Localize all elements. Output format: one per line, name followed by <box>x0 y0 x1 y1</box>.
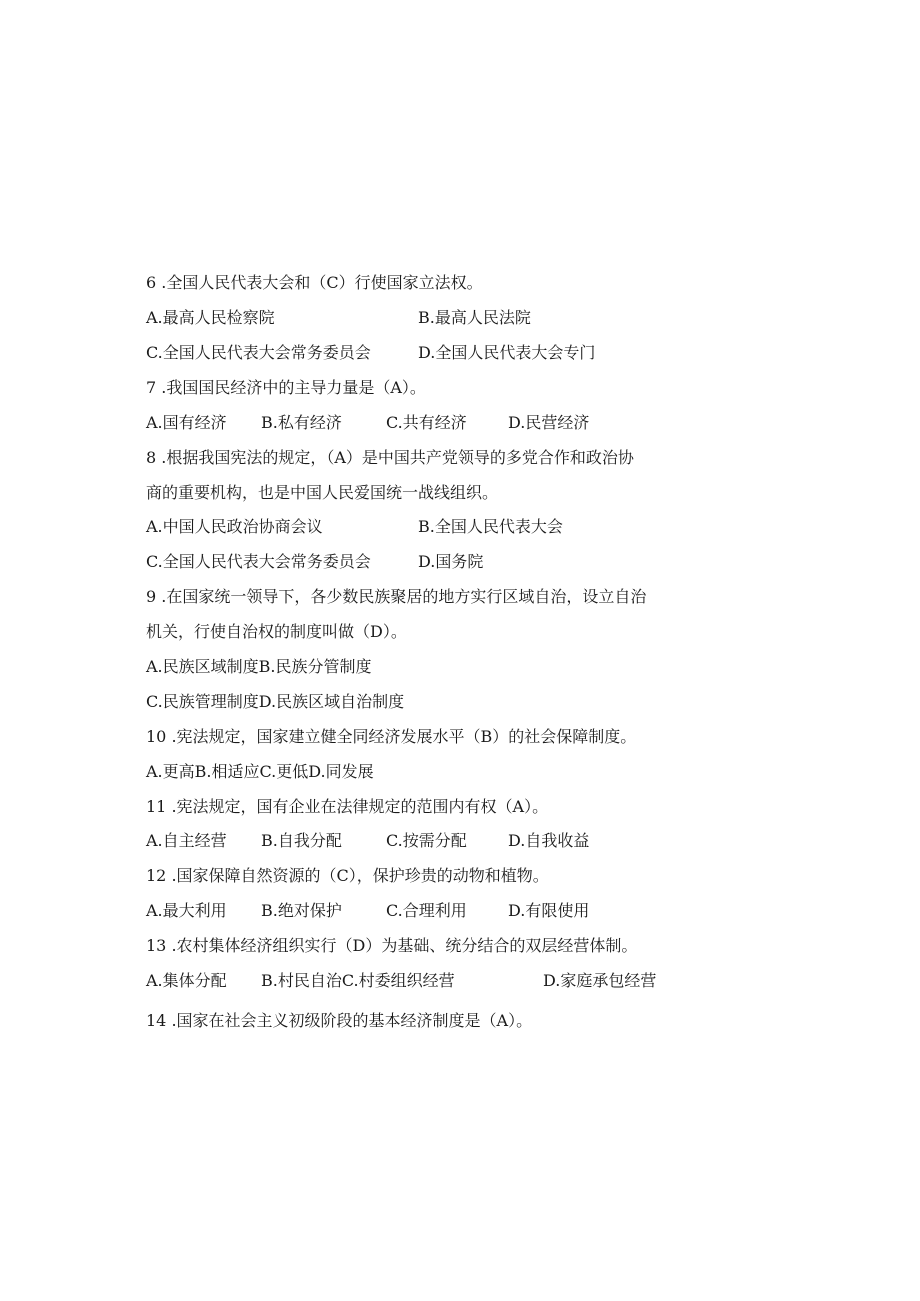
option-d: D.自我收益 <box>508 831 590 850</box>
option-cd: C.民族管理制度D.民族区域自治制度 <box>146 692 405 711</box>
question-8-continued <box>146 483 498 503</box>
question-number: 14 <box>146 1011 167 1030</box>
question-12 <box>146 866 549 886</box>
question-7 <box>146 378 426 398</box>
question-number: 11 <box>146 797 167 816</box>
option-b: B.私有经济 <box>261 413 342 432</box>
option-c: C.全国人民代表大会常务委员会 <box>146 343 371 362</box>
question-9-continued <box>146 622 407 642</box>
option-bc: B.村民自治C.村委组织经营 <box>261 971 455 990</box>
question-number: 13 <box>146 936 167 955</box>
question-stem: 机关，行使自治权的制度叫做（D）。 <box>146 622 407 641</box>
question-number: 8 <box>146 448 157 467</box>
option-d: D.家庭承包经营 <box>543 971 657 990</box>
question-stem: .国家在社会主义初级阶段的基本经济制度是（A）。 <box>171 1011 533 1030</box>
option-d: D.全国人民代表大会专门 <box>418 343 596 362</box>
option-a: A.国有经济 <box>146 413 227 432</box>
option-d: D.国务院 <box>418 552 484 571</box>
question-stem: .我国国民经济中的主导力量是（A）。 <box>161 378 426 397</box>
question-13 <box>146 936 637 956</box>
question-number: 10 <box>146 727 167 746</box>
question-number: 12 <box>146 866 167 885</box>
option-a: A.自主经营 <box>146 831 227 850</box>
question-10 <box>146 727 636 747</box>
question-number: 6 <box>146 273 157 292</box>
question-8 <box>146 448 634 468</box>
option-b: B.全国人民代表大会 <box>418 517 563 536</box>
question-stem: .国家保障自然资源的（C），保护珍贵的动物和植物。 <box>171 866 549 885</box>
question-stem: .宪法规定，国家建立健全同经济发展水平（B）的社会保障制度。 <box>171 727 637 746</box>
question-number: 9 <box>146 587 157 606</box>
option-c: C.全国人民代表大会常务委员会 <box>146 552 371 571</box>
option-ab: A.民族区域制度B.民族分管制度 <box>146 657 372 676</box>
option-a: A.最高人民检察院 <box>146 308 275 327</box>
question-stem: .农村集体经济组织实行（D）为基础、统分结合的双层经营体制。 <box>171 936 638 955</box>
question-number: 7 <box>146 378 157 397</box>
option-a: A.最大利用 <box>146 901 227 920</box>
question-stem: .根据我国宪法的规定，（A）是中国共产党领导的多党合作和政治协 <box>161 448 634 467</box>
question-9 <box>146 587 646 607</box>
option-b: B.绝对保护 <box>261 901 342 920</box>
question-stem: .在国家统一领导下，各少数民族聚居的地方实行区域自治，设立自治 <box>161 587 647 606</box>
option-c: C.按需分配 <box>386 831 467 850</box>
option-c: C.合理利用 <box>386 901 467 920</box>
option-a: A.集体分配 <box>146 971 227 990</box>
option-d: D.有限使用 <box>508 901 590 920</box>
question-stem: .宪法规定，国有企业在法律规定的范围内有权（A）。 <box>171 797 549 816</box>
option-d: D.民营经济 <box>508 413 590 432</box>
option-c: C.共有经济 <box>386 413 467 432</box>
question-14 <box>146 1011 532 1031</box>
option-a: A.中国人民政治协商会议 <box>146 517 323 536</box>
question-11 <box>146 797 548 817</box>
question-stem: 商的重要机构，也是中国人民爱国统一战线组织。 <box>146 483 499 502</box>
option-b: B.最高人民法院 <box>418 308 531 327</box>
question-stem: .全国人民代表大会和（C）行使国家立法权。 <box>161 273 483 292</box>
question-6 <box>146 273 483 293</box>
option-b: B.自我分配 <box>261 831 342 850</box>
option-abcd: A.更高B.相适应C.更低D.同发展 <box>146 762 374 781</box>
